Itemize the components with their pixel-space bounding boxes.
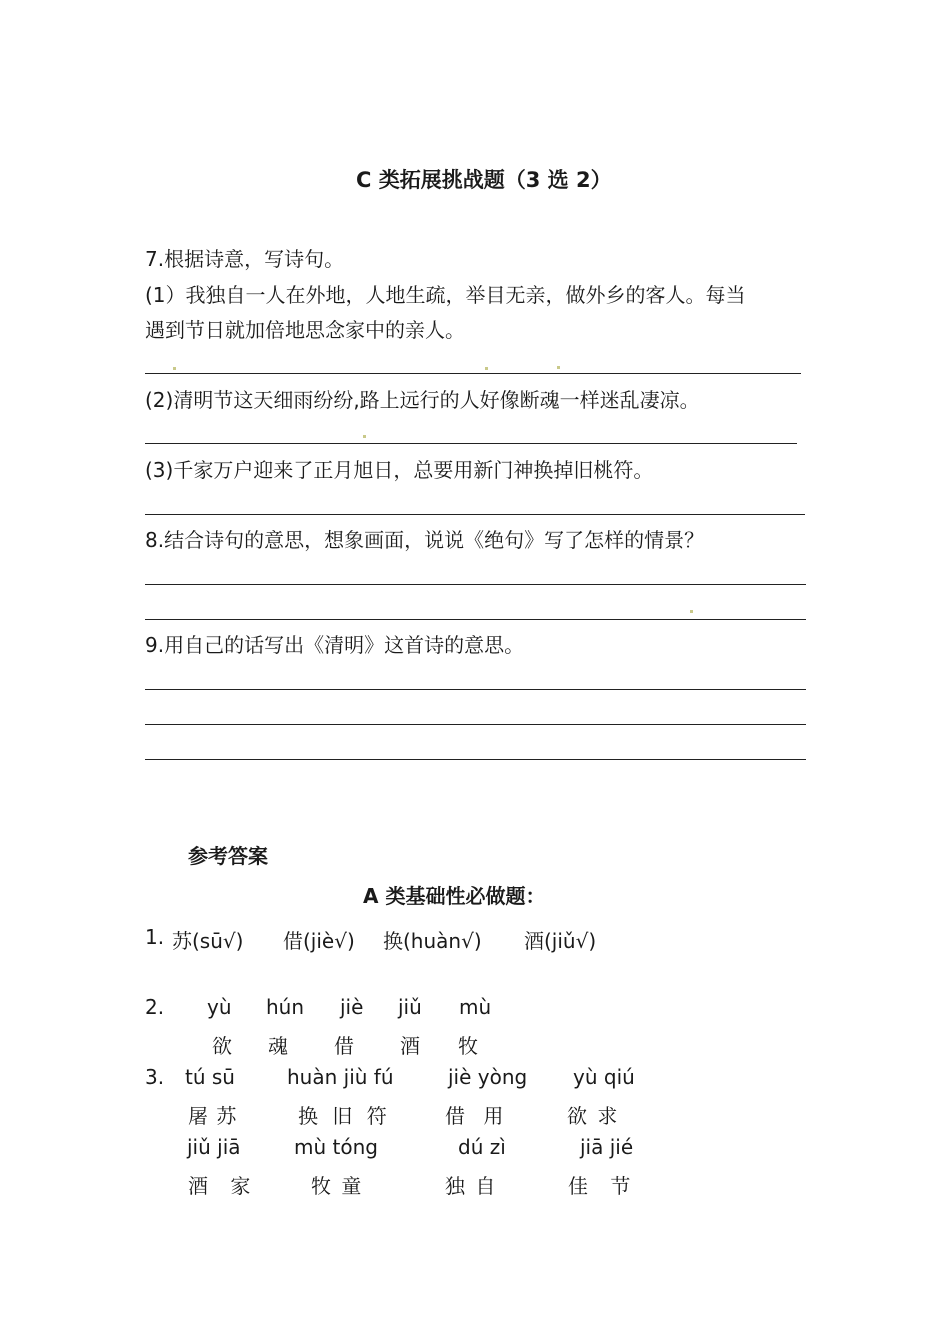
a3-pinyin: jiā jié bbox=[580, 1135, 634, 1159]
speck bbox=[363, 435, 366, 438]
q7-answer-line-3[interactable] bbox=[145, 514, 805, 515]
a2-char: 欲 bbox=[212, 1034, 232, 1058]
speck bbox=[173, 367, 176, 370]
speck bbox=[690, 610, 693, 613]
a3-chars: 借 用 bbox=[445, 1104, 504, 1128]
answers-heading: 参考答案 bbox=[188, 844, 268, 868]
a1-item: 苏(sū√) bbox=[172, 929, 244, 953]
a1-item: 借(jiè√) bbox=[283, 929, 355, 953]
a2-char: 魂 bbox=[268, 1034, 288, 1058]
a3-chars: 独 自 bbox=[445, 1174, 496, 1198]
q7-item1-line2: 遇到节日就加倍地思念家中的亲人。 bbox=[145, 318, 465, 342]
q9-answer-line-3[interactable] bbox=[145, 759, 806, 760]
a1-number: 1. bbox=[145, 925, 165, 949]
a1-item: 酒(jiǔ√) bbox=[524, 929, 597, 953]
q7-answer-line-1[interactable] bbox=[145, 373, 801, 374]
a3-number: 3. bbox=[145, 1065, 165, 1089]
a3-chars: 屠 苏 bbox=[188, 1104, 237, 1128]
q9-answer-line-2[interactable] bbox=[145, 724, 806, 725]
q9-answer-line-1[interactable] bbox=[145, 689, 806, 690]
a3-pinyin: dú zì bbox=[458, 1135, 506, 1159]
a2-pinyin: hún bbox=[266, 995, 305, 1019]
a2-pinyin: yù bbox=[207, 995, 232, 1019]
a2-char: 酒 bbox=[400, 1034, 420, 1058]
a3-chars: 牧 童 bbox=[311, 1174, 362, 1198]
a2-char: 借 bbox=[334, 1034, 354, 1058]
a2-pinyin: jiè bbox=[340, 995, 364, 1019]
section-a-title: A 类基础性必做题： bbox=[363, 884, 546, 908]
q7-item1-line1: (1）我独自一人在外地，人地生疏，举目无亲，做外乡的客人。每当 bbox=[145, 283, 746, 307]
q7-item3: (3)千家万户迎来了正月旭日，总要用新门神换掉旧桃符。 bbox=[145, 458, 654, 482]
a2-number: 2. bbox=[145, 995, 165, 1019]
q7-answer-line-2[interactable] bbox=[145, 443, 797, 444]
speck bbox=[485, 367, 488, 370]
a3-chars: 佳 节 bbox=[568, 1174, 631, 1198]
a3-chars: 酒 家 bbox=[188, 1174, 251, 1198]
q8-answer-line-1[interactable] bbox=[145, 584, 806, 585]
a3-pinyin: jiè yòng bbox=[448, 1065, 528, 1089]
a3-chars: 换 旧 符 bbox=[298, 1104, 387, 1128]
a3-pinyin: yù qiú bbox=[573, 1065, 635, 1089]
a3-chars: 欲 求 bbox=[567, 1104, 618, 1128]
a2-pinyin: mù bbox=[459, 995, 492, 1019]
a3-pinyin: huàn jiù fú bbox=[287, 1065, 394, 1089]
a2-char: 牧 bbox=[458, 1034, 478, 1058]
q7-prompt: 7.根据诗意，写诗句。 bbox=[145, 247, 345, 271]
speck bbox=[557, 366, 560, 369]
a1-item: 换(huàn√) bbox=[383, 929, 482, 953]
q8-prompt: 8.结合诗句的意思，想象画面，说说《绝句》写了怎样的情景？ bbox=[145, 528, 705, 552]
a2-pinyin: jiǔ bbox=[398, 995, 422, 1019]
a3-pinyin: tú sū bbox=[185, 1065, 235, 1089]
q9-prompt: 9.用自己的话写出《清明》这首诗的意思。 bbox=[145, 633, 525, 657]
q8-answer-line-2[interactable] bbox=[145, 619, 806, 620]
q7-item2: (2)清明节这天细雨纷纷,路上远行的人好像断魂一样迷乱凄凉。 bbox=[145, 388, 700, 412]
section-c-title: C 类拓展挑战题（3 选 2） bbox=[356, 168, 612, 192]
a3-pinyin: mù tóng bbox=[294, 1135, 378, 1159]
a3-pinyin: jiǔ jiā bbox=[187, 1135, 241, 1159]
